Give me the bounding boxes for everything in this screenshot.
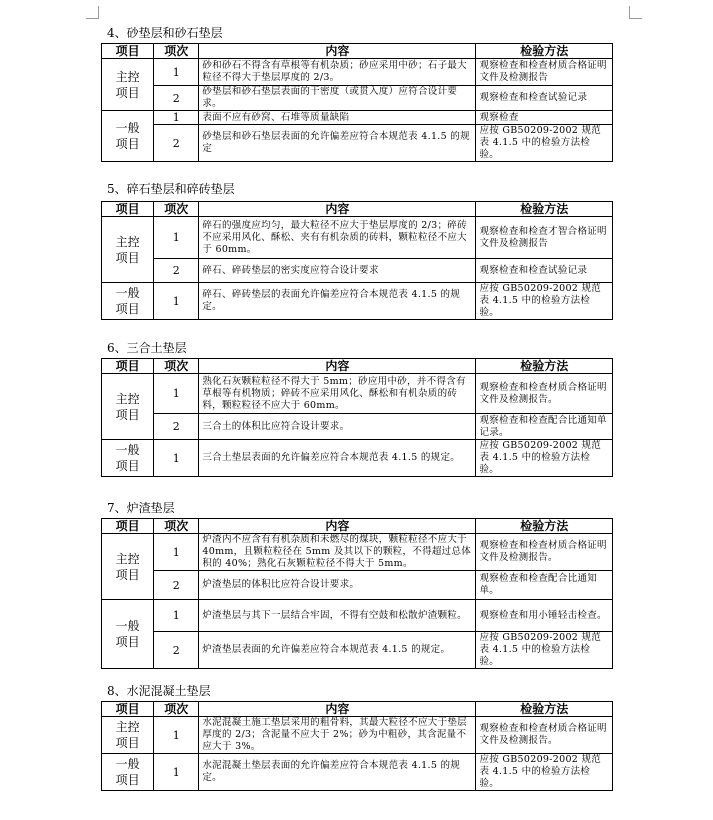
method-cell: 观察检查和检查配合比通知单。 bbox=[476, 571, 613, 600]
item-number-cell: 2 bbox=[154, 86, 199, 111]
method-cell: 观察检查和检查材质合格证明文件及检测报告。 bbox=[476, 717, 613, 754]
content-cell: 碎石、碎砖垫层的密实度应符合设计要求 bbox=[199, 259, 476, 283]
inspection-table bbox=[101, 701, 613, 791]
item-number-cell: 2 bbox=[154, 259, 199, 283]
header-item: 项目 bbox=[102, 359, 154, 374]
table-row bbox=[102, 754, 613, 791]
page-corner-mark-left bbox=[86, 6, 99, 19]
table-header-row bbox=[102, 202, 613, 217]
header-seq: 项次 bbox=[154, 359, 199, 374]
item-number-cell: 2 bbox=[154, 571, 199, 600]
category-cell: 主控 项目 bbox=[102, 534, 154, 600]
table-header-row bbox=[102, 519, 613, 534]
category-cell: 主控 项目 bbox=[102, 717, 154, 754]
content-cell: 表面不应有砂窝、石堆等质量缺陷 bbox=[199, 111, 476, 125]
item-number-cell: 1 bbox=[154, 111, 199, 125]
category-cell: 主控 项目 bbox=[102, 59, 154, 111]
content-cell: 熟化石灰颗粒粒径不得大于 5mm；砂应用中砂，并不得含有草根等有机物质；碎砖不应采用风化、酥松和有机杂质的砖料，颗粒粒径不应大于 60mm。 bbox=[199, 374, 476, 414]
method-cell: 观察检查和检查配合比通知单记录。 bbox=[476, 414, 613, 440]
item-number-cell: 1 bbox=[154, 600, 199, 632]
method-cell: 应按 GB50209-2002 规范表 4.1.5 中的检验方法检验。 bbox=[476, 754, 613, 791]
header-content: 内容 bbox=[199, 44, 476, 59]
section-title: 4、砂垫层和砂石垫层 bbox=[107, 26, 223, 40]
method-cell: 观察检查和检查材质合格证明文件及检测报告。 bbox=[476, 374, 613, 414]
method-cell: 应按 GB50209-2002 规范表 4.1.5 中的检验方法检验。 bbox=[476, 632, 613, 669]
inspection-table bbox=[101, 43, 613, 162]
section-title: 7、炉渣垫层 bbox=[107, 501, 175, 515]
header-seq: 项次 bbox=[154, 702, 199, 717]
category-cell: 一般 项目 bbox=[102, 440, 154, 477]
header-method: 检验方法 bbox=[476, 202, 613, 217]
header-item: 项目 bbox=[102, 519, 154, 534]
category-cell: 一般 项目 bbox=[102, 754, 154, 791]
item-number-cell: 1 bbox=[154, 283, 199, 320]
header-seq: 项次 bbox=[154, 519, 199, 534]
section-title: 8、水泥混凝土垫层 bbox=[107, 684, 211, 698]
table-row bbox=[102, 59, 613, 86]
table-row bbox=[102, 632, 613, 669]
header-method: 检验方法 bbox=[476, 44, 613, 59]
content-cell: 炉渣垫层与其下一层结合牢固，不得有空鼓和松散炉渣颗粒。 bbox=[199, 600, 476, 632]
section-title: 6、三合土垫层 bbox=[107, 341, 187, 355]
item-number-cell: 1 bbox=[154, 217, 199, 259]
table-row bbox=[102, 414, 613, 440]
category-cell: 主控 项目 bbox=[102, 217, 154, 283]
method-cell: 观察检查和检查才智合格证明文件及检测报告 bbox=[476, 217, 613, 259]
header-content: 内容 bbox=[199, 702, 476, 717]
content-cell: 三合土垫层表面的允许偏差应符合本规范表 4.1.5 的规定。 bbox=[199, 440, 476, 477]
item-number-cell: 1 bbox=[154, 440, 199, 477]
header-method: 检验方法 bbox=[476, 519, 613, 534]
content-cell: 水泥混凝土施工垫层采用的粗骨料，其最大粒径不应大于垫层厚度的 2/3；含泥量不应大于 2%；砂为中粗砂，其含泥量不应大于 3%。 bbox=[199, 717, 476, 754]
table-row bbox=[102, 86, 613, 111]
content-cell: 炉渣垫层的体积比应符合设计要求。 bbox=[199, 571, 476, 600]
header-method: 检验方法 bbox=[476, 702, 613, 717]
method-cell: 观察检查 bbox=[476, 111, 613, 125]
item-number-cell: 1 bbox=[154, 59, 199, 86]
method-cell: 观察检查和检查材质合格证明文件及检测报告。 bbox=[476, 534, 613, 571]
item-number-cell: 2 bbox=[154, 125, 199, 162]
content-cell: 三合土的体积比应符合设计要求。 bbox=[199, 414, 476, 440]
table-header-row bbox=[102, 702, 613, 717]
content-cell: 砂和砂石不得含有草根等有机杂质；砂应采用中砂；石子最大粒径不得大于垫层厚度的 2/3。 bbox=[199, 59, 476, 86]
item-number-cell: 2 bbox=[154, 632, 199, 669]
method-cell: 应按 GB50209-2002 规范表 4.1.5 中的检验方法检验。 bbox=[476, 283, 613, 320]
inspection-table bbox=[101, 358, 613, 477]
category-cell: 主控 项目 bbox=[102, 374, 154, 440]
category-cell: 一般 项目 bbox=[102, 600, 154, 669]
table-row bbox=[102, 374, 613, 414]
table-row bbox=[102, 534, 613, 571]
header-item: 项目 bbox=[102, 44, 154, 59]
content-cell: 炉渣垫层表面的允许偏差应符合本规范表 4.1.5 的规定。 bbox=[199, 632, 476, 669]
header-item: 项目 bbox=[102, 702, 154, 717]
table-row bbox=[102, 440, 613, 477]
method-cell: 应按 GB50209-2002 规范表 4.1.5 中的检验方法检验。 bbox=[476, 125, 613, 162]
header-method: 检验方法 bbox=[476, 359, 613, 374]
table-row bbox=[102, 600, 613, 632]
content-cell: 碎石、碎砖垫层的表面允许偏差应符合本规范表 4.1.5 的规定。 bbox=[199, 283, 476, 320]
method-cell: 观察检查和检查试验记录 bbox=[476, 86, 613, 111]
item-number-cell: 2 bbox=[154, 414, 199, 440]
content-cell: 砂垫层和砂石垫层表面的干密度（或贯入度）应符合设计要求。 bbox=[199, 86, 476, 111]
method-cell: 观察检查和检查材质合格证明文件及检测报告 bbox=[476, 59, 613, 86]
header-content: 内容 bbox=[199, 359, 476, 374]
method-cell: 观察检查和用小锤轻击检查。 bbox=[476, 600, 613, 632]
inspection-table bbox=[101, 518, 613, 669]
inspection-table bbox=[101, 201, 613, 320]
method-cell: 观察检查和检查试验记录 bbox=[476, 259, 613, 283]
table-header-row bbox=[102, 359, 613, 374]
category-cell: 一般 项目 bbox=[102, 283, 154, 320]
table-row bbox=[102, 283, 613, 320]
item-number-cell: 1 bbox=[154, 534, 199, 571]
content-cell: 炉渣内不应含有有机杂质和未燃尽的煤块，颗粒粒径不应大于 40mm，且颗粒粒径在 5mm 及其以下的颗粒，不得超过总体积的 40%；熟化石灰颗粒粒径不得大于 5mm。 bbox=[199, 534, 476, 571]
table-row bbox=[102, 717, 613, 754]
header-seq: 项次 bbox=[154, 44, 199, 59]
header-content: 内容 bbox=[199, 202, 476, 217]
content-cell: 砂垫层和砂石垫层表面的允许偏差应符合本规范表 4.1.5 的规定 bbox=[199, 125, 476, 162]
table-row bbox=[102, 259, 613, 283]
table-header-row bbox=[102, 44, 613, 59]
header-content: 内容 bbox=[199, 519, 476, 534]
section-title: 5、碎石垫层和碎砖垫层 bbox=[107, 182, 235, 196]
header-item: 项目 bbox=[102, 202, 154, 217]
table-row bbox=[102, 571, 613, 600]
item-number-cell: 1 bbox=[154, 754, 199, 791]
category-cell: 一般 项目 bbox=[102, 111, 154, 162]
table-row bbox=[102, 111, 613, 125]
content-cell: 水泥混凝土垫层表面的允许偏差应符合本规范表 4.1.5 的规定。 bbox=[199, 754, 476, 791]
table-row bbox=[102, 217, 613, 259]
page-corner-mark-right bbox=[629, 6, 642, 19]
item-number-cell: 1 bbox=[154, 717, 199, 754]
content-cell: 碎石的强度应均匀，最大粒径不应大于垫层厚度的 2/3；碎砖不应采用风化、酥松、夹有有机杂质的砖料，颗粒粒径不应大于 60mm。 bbox=[199, 217, 476, 259]
method-cell: 应按 GB50209-2002 规范表 4.1.5 中的检验方法检验。 bbox=[476, 440, 613, 477]
table-row bbox=[102, 125, 613, 162]
header-seq: 项次 bbox=[154, 202, 199, 217]
item-number-cell: 1 bbox=[154, 374, 199, 414]
